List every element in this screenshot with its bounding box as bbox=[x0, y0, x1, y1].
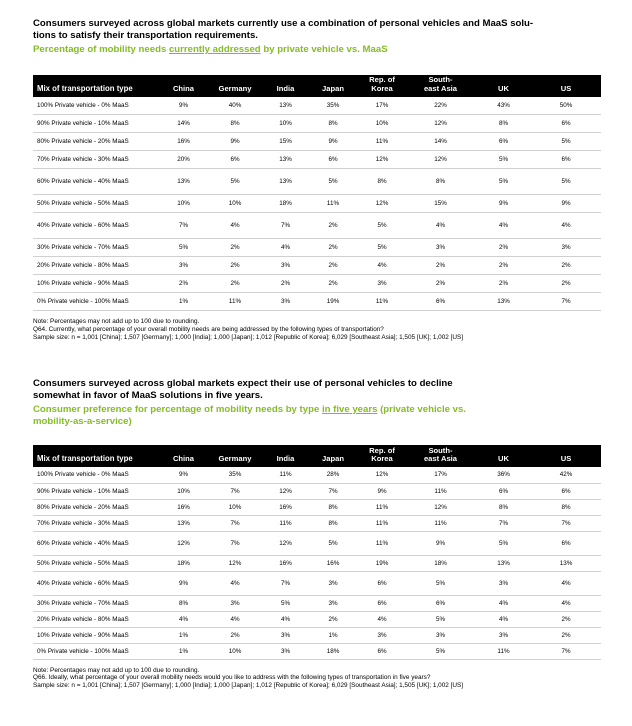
table-cell: 13% bbox=[476, 293, 531, 311]
table-cell: 16% bbox=[264, 555, 307, 571]
table-cell: 18% bbox=[405, 555, 476, 571]
table-cell: 8% bbox=[476, 115, 531, 133]
table-cell: 8% bbox=[307, 115, 359, 133]
column-header-market: India bbox=[276, 83, 295, 93]
table-cell: 12% bbox=[405, 115, 476, 133]
table-cell: 3% bbox=[405, 239, 476, 257]
table-row bbox=[33, 643, 601, 659]
table-cell: 16% bbox=[161, 133, 206, 151]
table-cell: 1% bbox=[161, 643, 206, 659]
table-row bbox=[33, 239, 601, 257]
table-cell: 40% bbox=[206, 97, 264, 115]
table-cell: 8% bbox=[206, 115, 264, 133]
table-cell: 2% bbox=[476, 239, 531, 257]
table-cell: 2% bbox=[531, 257, 601, 275]
table-cell: 6% bbox=[359, 595, 405, 611]
table-cell: 35% bbox=[307, 97, 359, 115]
column-header-market: UK bbox=[498, 83, 509, 93]
table-cell: 4% bbox=[359, 611, 405, 627]
table-cell: 3% bbox=[161, 257, 206, 275]
column-header-market: Rep. of Korea bbox=[369, 75, 395, 93]
row-label: 60% Private vehicle - 40% MaaS bbox=[33, 169, 161, 195]
table-cell: 11% bbox=[359, 531, 405, 555]
table-cell: 5% bbox=[476, 531, 531, 555]
table-cell: 5% bbox=[405, 611, 476, 627]
table-cell: 9% bbox=[307, 133, 359, 151]
table-cell: 22% bbox=[405, 97, 476, 115]
column-header-market: China bbox=[172, 454, 195, 464]
table-cell: 11% bbox=[359, 515, 405, 531]
table-cell: 9% bbox=[206, 133, 264, 151]
table-cell: 2% bbox=[531, 627, 601, 643]
table-cell: 4% bbox=[476, 611, 531, 627]
table-row bbox=[33, 115, 601, 133]
row-label: 90% Private vehicle - 10% MaaS bbox=[33, 483, 161, 499]
table-cell: 1% bbox=[161, 627, 206, 643]
row-label: 20% Private vehicle - 80% MaaS bbox=[33, 611, 161, 627]
table-cell: 4% bbox=[531, 571, 601, 595]
table-cell: 9% bbox=[359, 483, 405, 499]
table-row bbox=[33, 169, 601, 195]
row-label: 100% Private vehicle - 0% MaaS bbox=[33, 97, 161, 115]
table-cell: 11% bbox=[359, 499, 405, 515]
table-cell: 6% bbox=[359, 643, 405, 659]
row-label: 40% Private vehicle - 60% MaaS bbox=[33, 571, 161, 595]
table-cell: 5% bbox=[476, 169, 531, 195]
table-cell: 3% bbox=[476, 627, 531, 643]
table-cell: 13% bbox=[264, 169, 307, 195]
table-row bbox=[33, 133, 601, 151]
table-cell: 10% bbox=[206, 643, 264, 659]
table-cell: 2% bbox=[206, 257, 264, 275]
table-cell: 3% bbox=[307, 571, 359, 595]
table-cell: 8% bbox=[531, 499, 601, 515]
table-cell: 17% bbox=[405, 467, 476, 483]
table-cell: 5% bbox=[307, 169, 359, 195]
table-cell: 14% bbox=[161, 115, 206, 133]
table-cell: 3% bbox=[359, 627, 405, 643]
table-row bbox=[33, 611, 601, 627]
table-cell: 2% bbox=[405, 257, 476, 275]
table-cell: 28% bbox=[307, 467, 359, 483]
table-cell: 3% bbox=[206, 595, 264, 611]
column-header-market: China bbox=[172, 83, 195, 93]
subtitle-text: mobility-as-a-service) bbox=[33, 415, 132, 427]
table-cell: 11% bbox=[405, 515, 476, 531]
table-cell: 2% bbox=[531, 611, 601, 627]
table-cell: 16% bbox=[264, 499, 307, 515]
table-cell: 43% bbox=[476, 97, 531, 115]
table-cell: 12% bbox=[405, 151, 476, 169]
table-cell: 18% bbox=[161, 555, 206, 571]
table-cell: 9% bbox=[531, 195, 601, 213]
table-cell: 3% bbox=[359, 275, 405, 293]
table-cell: 13% bbox=[264, 97, 307, 115]
table-cell: 4% bbox=[531, 595, 601, 611]
column-header-mix: Mix of transportation type bbox=[37, 454, 133, 464]
table-cell: 5% bbox=[161, 239, 206, 257]
table-row bbox=[33, 627, 601, 643]
table-cell: 3% bbox=[405, 627, 476, 643]
column-header-market: Japan bbox=[322, 83, 344, 93]
row-label: 20% Private vehicle - 80% MaaS bbox=[33, 257, 161, 275]
table-cell: 18% bbox=[307, 643, 359, 659]
row-label: 70% Private vehicle - 30% MaaS bbox=[33, 151, 161, 169]
table-cell: 2% bbox=[307, 611, 359, 627]
table-cell: 4% bbox=[264, 611, 307, 627]
table-cell: 11% bbox=[476, 643, 531, 659]
table-cell: 13% bbox=[531, 555, 601, 571]
table-cell: 10% bbox=[206, 499, 264, 515]
note-line: Q64. Currently, what percentage of your overall mobility needs are being addressed by the following types of transportation? bbox=[33, 325, 384, 333]
table-cell: 11% bbox=[206, 293, 264, 311]
table-cell: 7% bbox=[161, 213, 206, 239]
table-cell: 15% bbox=[264, 133, 307, 151]
table-cell: 7% bbox=[206, 531, 264, 555]
table-cell: 4% bbox=[476, 595, 531, 611]
section-subtitle bbox=[33, 404, 601, 427]
table-cell: 6% bbox=[476, 133, 531, 151]
column-header-market: India bbox=[276, 454, 295, 464]
section-current-mobility bbox=[33, 18, 601, 341]
table-row bbox=[33, 595, 601, 611]
table-cell: 7% bbox=[264, 571, 307, 595]
headline-line: Consumers surveyed across global markets expect their use of personal vehicles to decline bbox=[33, 378, 453, 389]
table-cell: 19% bbox=[359, 555, 405, 571]
subtitle-text: by private vehicle vs. MaaS bbox=[260, 44, 388, 55]
row-label: 40% Private vehicle - 60% MaaS bbox=[33, 213, 161, 239]
table-cell: 19% bbox=[307, 293, 359, 311]
table-row bbox=[33, 483, 601, 499]
table-cell: 12% bbox=[405, 499, 476, 515]
table-cell: 4% bbox=[359, 257, 405, 275]
row-label: 90% Private vehicle - 10% MaaS bbox=[33, 115, 161, 133]
table-cell: 2% bbox=[161, 275, 206, 293]
subtitle-text: Consumer preference for percentage of mobility needs by type bbox=[33, 404, 322, 415]
table-cell: 9% bbox=[161, 467, 206, 483]
table-cell: 2% bbox=[476, 275, 531, 293]
table-cell: 2% bbox=[307, 239, 359, 257]
table-cell: 2% bbox=[531, 275, 601, 293]
headline-line: Consumers surveyed across global markets currently use a combination of personal vehicles and MaaS solu- bbox=[33, 18, 534, 29]
section-headline bbox=[33, 18, 601, 41]
table-cell: 7% bbox=[531, 293, 601, 311]
table-cell: 7% bbox=[206, 515, 264, 531]
table-cell: 5% bbox=[531, 133, 601, 151]
table-cell: 5% bbox=[405, 643, 476, 659]
table-cell: 50% bbox=[531, 97, 601, 115]
table-cell: 2% bbox=[206, 627, 264, 643]
table-cell: 5% bbox=[531, 169, 601, 195]
row-label: 10% Private vehicle - 90% MaaS bbox=[33, 275, 161, 293]
table-cell: 12% bbox=[264, 483, 307, 499]
table-cell: 8% bbox=[476, 499, 531, 515]
table-row bbox=[33, 195, 601, 213]
table-cell: 4% bbox=[476, 213, 531, 239]
table-cell: 3% bbox=[531, 239, 601, 257]
table-row bbox=[33, 293, 601, 311]
table-cell: 3% bbox=[264, 257, 307, 275]
row-label: 0% Private vehicle - 100% MaaS bbox=[33, 643, 161, 659]
table-cell: 5% bbox=[359, 213, 405, 239]
headline-line: tions to satisfy their transportation requirements. bbox=[33, 29, 258, 41]
row-label: 100% Private vehicle - 0% MaaS bbox=[33, 467, 161, 483]
table-cell: 6% bbox=[307, 151, 359, 169]
row-label: 50% Private vehicle - 50% MaaS bbox=[33, 195, 161, 213]
table-cell: 5% bbox=[405, 571, 476, 595]
table-cell: 7% bbox=[264, 213, 307, 239]
table-cell: 2% bbox=[206, 239, 264, 257]
table-row bbox=[33, 467, 601, 483]
table-row bbox=[33, 571, 601, 595]
table-cell: 6% bbox=[531, 531, 601, 555]
table-cell: 9% bbox=[161, 97, 206, 115]
table-cell: 3% bbox=[476, 571, 531, 595]
table-cell: 2% bbox=[307, 257, 359, 275]
table-cell: 4% bbox=[206, 213, 264, 239]
table-cell: 14% bbox=[405, 133, 476, 151]
data-table bbox=[33, 75, 601, 312]
table-cell: 3% bbox=[264, 627, 307, 643]
table-cell: 1% bbox=[307, 627, 359, 643]
row-label: 60% Private vehicle - 40% MaaS bbox=[33, 531, 161, 555]
table-cell: 15% bbox=[405, 195, 476, 213]
table-cell: 20% bbox=[161, 151, 206, 169]
table-header-row bbox=[33, 75, 601, 97]
table-cell: 7% bbox=[476, 515, 531, 531]
table-cell: 4% bbox=[206, 571, 264, 595]
table-cell: 8% bbox=[161, 595, 206, 611]
table-cell: 10% bbox=[161, 195, 206, 213]
subtitle-emphasis: in five years bbox=[321, 404, 378, 415]
column-header-market: US bbox=[560, 83, 572, 93]
table-row bbox=[33, 257, 601, 275]
headline-line: somewhat in favor of MaaS solutions in five years. bbox=[33, 389, 263, 401]
table-cell: 10% bbox=[161, 483, 206, 499]
row-label: 30% Private vehicle - 70% MaaS bbox=[33, 239, 161, 257]
note-line: Q66. Ideally, what percentage of your overall mobility needs would you like to address with the following types of transportation in five years? bbox=[33, 674, 431, 682]
table-cell: 17% bbox=[359, 97, 405, 115]
table-cell: 8% bbox=[307, 499, 359, 515]
table-cell: 12% bbox=[359, 151, 405, 169]
note-line: Note: Percentages may not add up to 100 due to rounding. bbox=[33, 666, 200, 674]
table-cell: 35% bbox=[206, 467, 264, 483]
table-cell: 2% bbox=[476, 257, 531, 275]
table-cell: 12% bbox=[359, 195, 405, 213]
table-cell: 13% bbox=[161, 515, 206, 531]
table-cell: 6% bbox=[531, 115, 601, 133]
table-cell: 6% bbox=[405, 293, 476, 311]
table-cell: 10% bbox=[206, 195, 264, 213]
table-cell: 36% bbox=[476, 467, 531, 483]
table-row bbox=[33, 555, 601, 571]
table-row bbox=[33, 531, 601, 555]
table-cell: 3% bbox=[264, 643, 307, 659]
row-label: 50% Private vehicle - 50% MaaS bbox=[33, 555, 161, 571]
table-row bbox=[33, 275, 601, 293]
table-cell: 7% bbox=[531, 515, 601, 531]
table-notes bbox=[33, 318, 601, 341]
table-cell: 2% bbox=[405, 275, 476, 293]
table-cell: 12% bbox=[206, 555, 264, 571]
column-header-market: Germany bbox=[218, 83, 252, 93]
table-cell: 2% bbox=[264, 275, 307, 293]
table-cell: 9% bbox=[476, 195, 531, 213]
section-headline bbox=[33, 378, 601, 401]
table-cell: 4% bbox=[264, 239, 307, 257]
table-cell: 4% bbox=[206, 611, 264, 627]
table-cell: 5% bbox=[476, 151, 531, 169]
table-cell: 13% bbox=[476, 555, 531, 571]
table-cell: 11% bbox=[359, 293, 405, 311]
table-row bbox=[33, 499, 601, 515]
table-cell: 12% bbox=[264, 531, 307, 555]
table-cell: 5% bbox=[206, 169, 264, 195]
table-cell: 6% bbox=[405, 595, 476, 611]
table-cell: 7% bbox=[307, 483, 359, 499]
table-cell: 11% bbox=[405, 483, 476, 499]
table-cell: 10% bbox=[359, 115, 405, 133]
column-header-mix: Mix of transportation type bbox=[37, 83, 133, 93]
subtitle-text: Percentage of mobility needs bbox=[33, 44, 169, 55]
note-line: Sample size: n = 1,001 [China]; 1,507 [Germany]; 1,000 [India]; 1,000 [Japan]; 1,012 [Republic of Korea]; 6,029 [Southeast Asia]; 1,505 [UK]; 1,002 [US] bbox=[33, 682, 464, 690]
table-cell: 4% bbox=[531, 213, 601, 239]
table-cell: 1% bbox=[161, 293, 206, 311]
table-notes bbox=[33, 667, 601, 690]
row-label: 30% Private vehicle - 70% MaaS bbox=[33, 595, 161, 611]
column-header-market: Rep. of Korea bbox=[369, 445, 395, 464]
section-subtitle bbox=[33, 44, 601, 56]
table-cell: 12% bbox=[161, 531, 206, 555]
table-cell: 2% bbox=[307, 275, 359, 293]
table-cell: 18% bbox=[264, 195, 307, 213]
row-label: 80% Private vehicle - 20% MaaS bbox=[33, 133, 161, 151]
table-cell: 5% bbox=[307, 531, 359, 555]
table-cell: 10% bbox=[264, 115, 307, 133]
table-cell: 12% bbox=[359, 467, 405, 483]
row-label: 80% Private vehicle - 20% MaaS bbox=[33, 499, 161, 515]
table-cell: 6% bbox=[531, 151, 601, 169]
row-label: 70% Private vehicle - 30% MaaS bbox=[33, 515, 161, 531]
table-cell: 7% bbox=[206, 483, 264, 499]
table-header-row bbox=[33, 445, 601, 467]
row-label: 0% Private vehicle - 100% MaaS bbox=[33, 293, 161, 311]
table-cell: 6% bbox=[206, 151, 264, 169]
row-label: 10% Private vehicle - 90% MaaS bbox=[33, 627, 161, 643]
table-cell: 2% bbox=[307, 213, 359, 239]
table-cell: 4% bbox=[405, 213, 476, 239]
column-header-market: US bbox=[560, 454, 572, 464]
table-cell: 11% bbox=[359, 133, 405, 151]
note-line: Sample size: n = 1,001 [China]; 1,507 [Germany]; 1,000 [India]; 1,000 [Japan]; 1,012 [Republic of Korea]; 6,029 [Southeast Asia]; 1,505 [UK]; 1,002 [US] bbox=[33, 333, 464, 341]
table-cell: 11% bbox=[264, 467, 307, 483]
table-cell: 6% bbox=[531, 483, 601, 499]
table-cell: 5% bbox=[359, 239, 405, 257]
table-cell: 4% bbox=[161, 611, 206, 627]
table-cell: 42% bbox=[531, 467, 601, 483]
table-cell: 11% bbox=[307, 195, 359, 213]
table-cell: 9% bbox=[161, 571, 206, 595]
note-line: Note: Percentages may not add up to 100 due to rounding. bbox=[33, 318, 200, 325]
table-cell: 6% bbox=[476, 483, 531, 499]
column-header-market: Germany bbox=[218, 454, 252, 464]
table-row bbox=[33, 213, 601, 239]
table-cell: 13% bbox=[264, 151, 307, 169]
subtitle-emphasis: currently addressed bbox=[168, 44, 261, 55]
table-cell: 9% bbox=[405, 531, 476, 555]
column-header-market: South- east Asia bbox=[423, 445, 458, 464]
table-cell: 13% bbox=[161, 169, 206, 195]
table-cell: 5% bbox=[264, 595, 307, 611]
table-cell: 8% bbox=[405, 169, 476, 195]
table-row bbox=[33, 515, 601, 531]
column-header-market: South- east Asia bbox=[423, 75, 458, 93]
table-cell: 3% bbox=[264, 293, 307, 311]
table-cell: 16% bbox=[307, 555, 359, 571]
table-row bbox=[33, 151, 601, 169]
table-cell: 16% bbox=[161, 499, 206, 515]
table-cell: 11% bbox=[264, 515, 307, 531]
subtitle-text: (private vehicle vs. bbox=[377, 404, 466, 415]
column-header-market: Japan bbox=[322, 454, 344, 464]
table-cell: 7% bbox=[531, 643, 601, 659]
table-cell: 8% bbox=[359, 169, 405, 195]
table-cell: 8% bbox=[307, 515, 359, 531]
table-row bbox=[33, 97, 601, 115]
column-header-market: UK bbox=[498, 454, 509, 464]
table-cell: 2% bbox=[206, 275, 264, 293]
section-five-year-preference bbox=[33, 378, 601, 690]
table-cell: 3% bbox=[307, 595, 359, 611]
data-table bbox=[33, 445, 601, 660]
table-cell: 6% bbox=[359, 571, 405, 595]
